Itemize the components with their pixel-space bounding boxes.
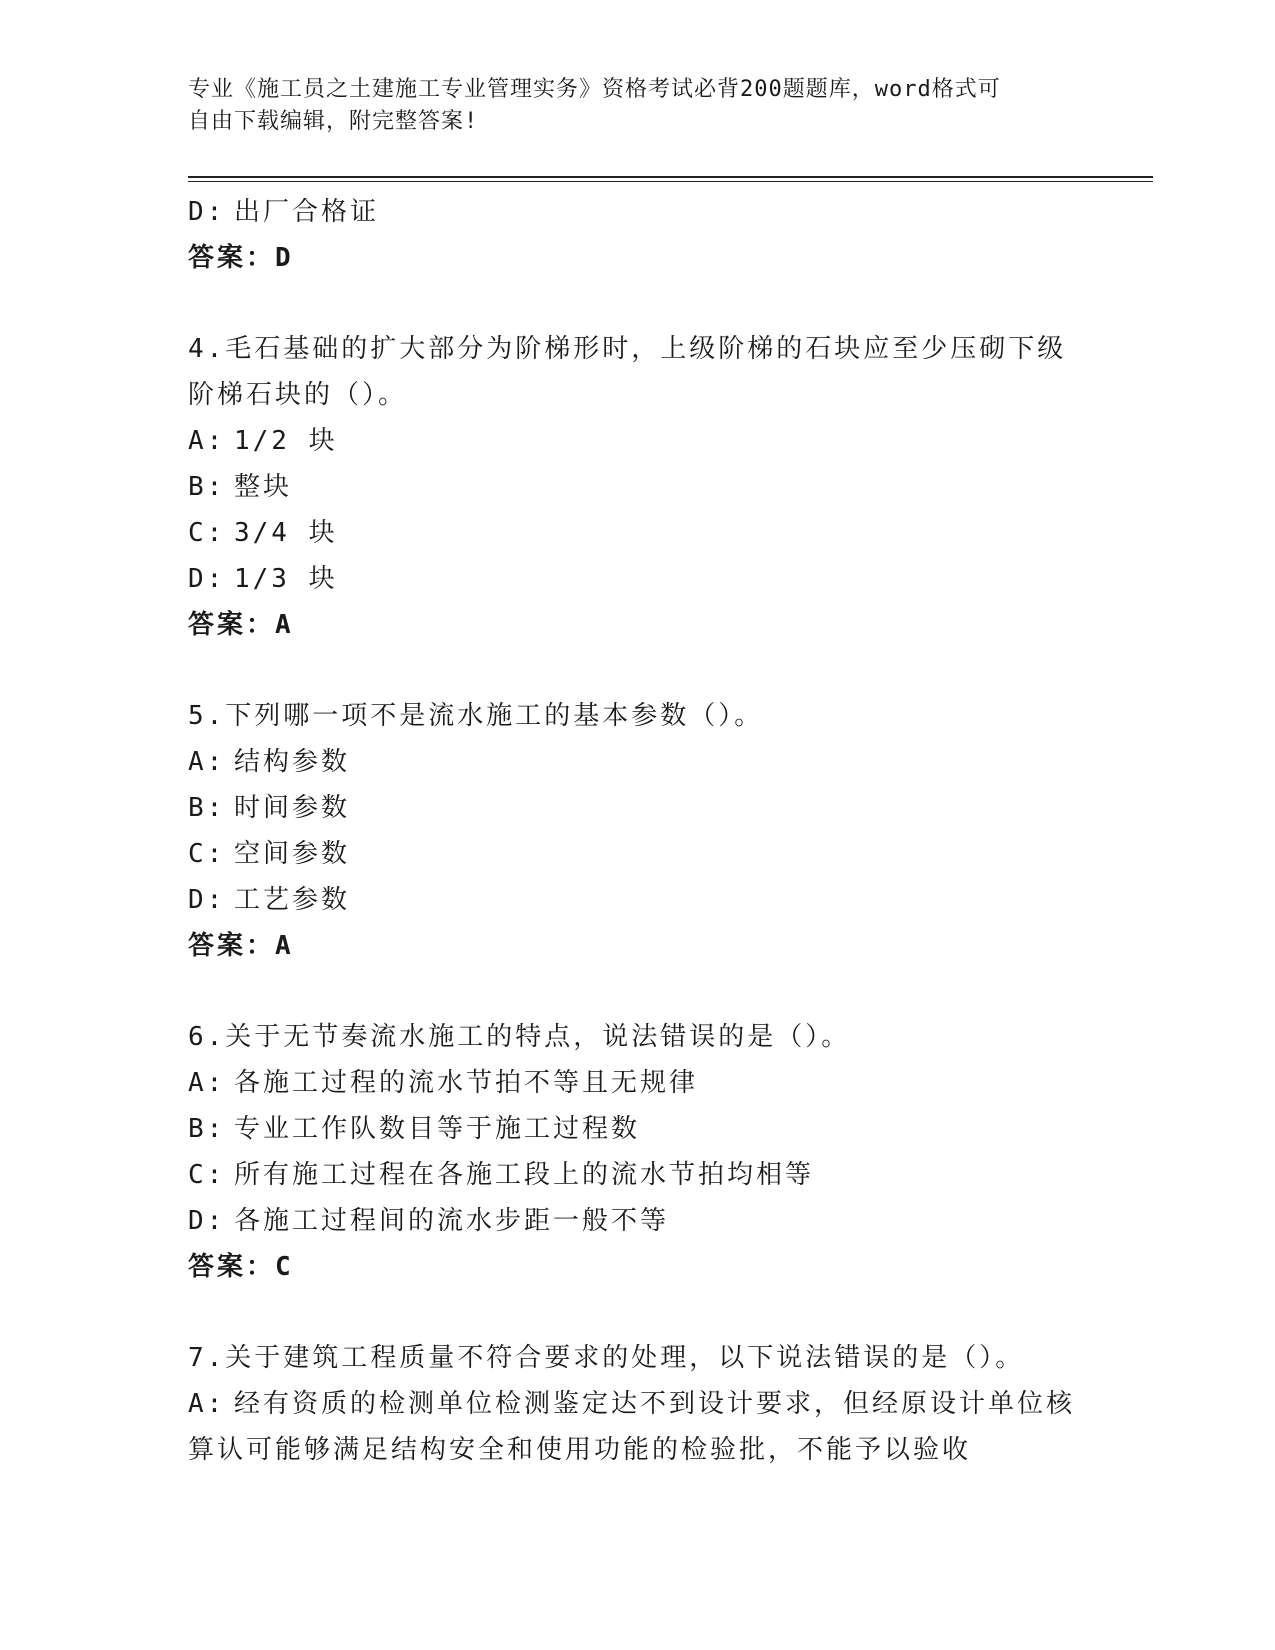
option-text: 1/2 块 [234,426,338,456]
option-letter: B: [188,1114,226,1144]
q3-answer: 答案：D [188,243,294,273]
option-letter: C: [188,839,226,869]
option-text: 专业工作队数目等于施工过程数 [234,1114,641,1144]
q7-option-a-line-2: 算认可能够满足结构安全和使用功能的检验批，不能予以验收 [188,1435,972,1465]
q3-option-d [188,189,1088,235]
q6-answer: 答案：C [188,1252,294,1282]
question-spacer [188,1290,1088,1335]
q6-option-b [188,1106,1088,1152]
q5-option-b [188,785,1088,831]
q4-option-d [188,556,1088,602]
option-letter: D: [188,564,226,594]
header-title-line-1: 专业《施工员之土建施工专业管理实务》资格考试必背200题题库，word格式可 [188,77,1001,102]
option-letter: A: [188,1068,226,1098]
option-text: 所有施工过程在各施工段上的流水节拍均相等 [234,1160,815,1190]
q5-stem-line-1: 5.下列哪一项不是流水施工的基本参数（）。 [188,701,764,731]
header-divider-thick [188,176,1153,178]
question-spacer [188,281,1088,326]
option-text: 工艺参数 [234,885,351,915]
q5-option-c [188,831,1088,877]
option-text: 出厂合格证 [234,197,380,227]
document-header [188,74,1068,138]
option-text: 各施工过程的流水节拍不等且无规律 [234,1068,699,1098]
option-text: 空间参数 [234,839,351,869]
question-list [188,189,1088,1473]
q4-stem-line-2: 阶梯石块的（）。 [188,380,408,410]
option-letter: B: [188,793,226,823]
question-spacer [188,648,1088,693]
option-letter: D: [188,885,226,915]
option-letter: D: [188,1206,226,1236]
option-letter: D: [188,197,226,227]
q5-answer: 答案：A [188,931,294,961]
q4-option-a [188,418,1088,464]
option-letter: A: [188,426,226,456]
option-text: 3/4 块 [234,518,338,548]
option-letter: C: [188,1160,226,1190]
option-text: 1/3 块 [234,564,338,594]
q4-option-c [188,510,1088,556]
q6-option-c [188,1152,1088,1198]
q4-stem-line-1: 4.毛石基础的扩大部分为阶梯形时，上级阶梯的石块应至少压砌下级 [188,334,1067,364]
q4-answer: 答案：A [188,610,294,640]
q7-stem-line-1: 7.关于建筑工程质量不符合要求的处理，以下说法错误的是（）。 [188,1343,1025,1373]
question-spacer [188,969,1088,1014]
option-text: 各施工过程间的流水步距一般不等 [234,1206,670,1236]
q6-option-d [188,1198,1088,1244]
header-title-line-2: 自由下载编辑，附完整答案! [188,109,479,134]
q5-option-d [188,877,1088,923]
q6-stem-line-1: 6.关于无节奏流水施工的特点，说法错误的是（）。 [188,1022,851,1052]
option-letter: A: [188,1389,226,1419]
option-letter: B: [188,472,226,502]
q5-option-a [188,739,1088,785]
q4-option-b [188,464,1088,510]
option-text: 结构参数 [234,747,351,777]
option-text: 整块 [234,472,293,502]
option-letter: C: [188,518,226,548]
option-text: 经有资质的检测单位检测鉴定达不到设计要求，但经原设计单位核 [234,1389,1076,1419]
q7-option-a-line-1 [188,1381,1088,1427]
option-text: 时间参数 [234,793,351,823]
header-divider-thin [188,181,1153,182]
option-letter: A: [188,747,226,777]
q6-option-a [188,1060,1088,1106]
